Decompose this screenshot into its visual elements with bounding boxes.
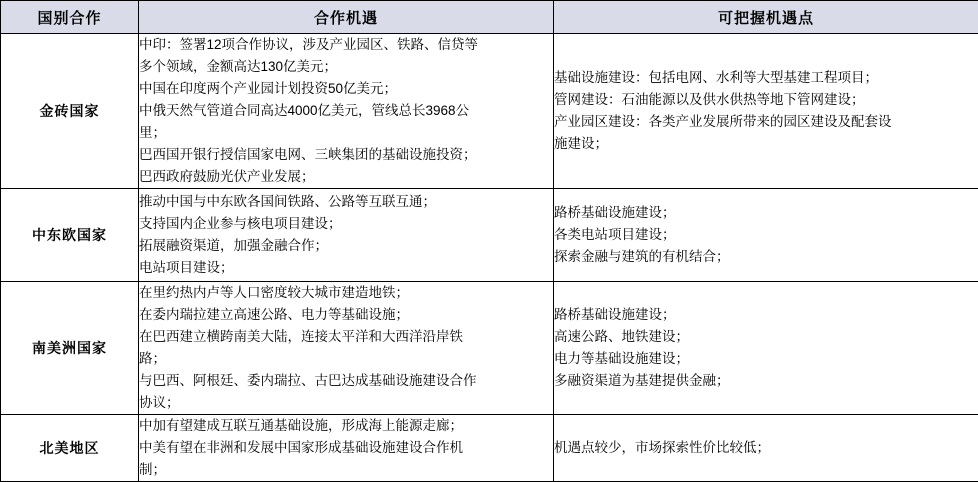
text-line: 施建设； bbox=[554, 133, 978, 155]
table-body bbox=[1, 34, 978, 482]
row-header-region: 金砖国家 bbox=[1, 34, 139, 189]
text-line: 基础设施建设：包括电网、水利等大型基建工程项目； bbox=[554, 67, 978, 89]
table-row bbox=[1, 282, 978, 415]
text-line: 各类电站项目建设； bbox=[554, 224, 978, 246]
table-header-row bbox=[1, 1, 978, 34]
text-line: 管网建设：石油能源以及供水供热等地下管网建设； bbox=[554, 89, 978, 111]
text-line: 支持国内企业参与核电项目建设； bbox=[139, 213, 553, 235]
row-header-region: 北美地区 bbox=[1, 415, 139, 482]
cell-points bbox=[554, 282, 978, 415]
text-line: 路桥基础设施建设； bbox=[554, 202, 978, 224]
text-line: 推动中国与中东欧各国间铁路、公路等互联互通； bbox=[139, 191, 553, 213]
text-line: 高速公路、地铁建设； bbox=[554, 326, 978, 348]
text-line: 电力等基础设施建设； bbox=[554, 348, 978, 370]
text-line: 多融资渠道为基建提供金融； bbox=[554, 370, 978, 392]
column-header-points: 可把握机遇点 bbox=[554, 1, 978, 34]
text-line: 协议； bbox=[139, 392, 553, 414]
table-header bbox=[1, 1, 978, 34]
text-line: 在巴西建立横跨南美大陆，连接太平洋和大西洋沿岸铁 bbox=[139, 326, 553, 348]
cell-opportunities bbox=[139, 415, 554, 482]
text-line: 中俄天然气管道合同高达4000亿美元，管线总长3968公 bbox=[139, 100, 553, 122]
column-header-region: 国别合作 bbox=[1, 1, 139, 34]
table-row bbox=[1, 415, 978, 482]
cell-points bbox=[554, 34, 978, 189]
text-line: 在里约热内卢等人口密度较大城市建造地铁； bbox=[139, 282, 553, 304]
table-row bbox=[1, 34, 978, 189]
table-row bbox=[1, 189, 978, 282]
text-line: 中美有望在非洲和发展中国家形成基础设施建设合作机 bbox=[139, 437, 553, 459]
text-line: 制； bbox=[139, 459, 553, 481]
text-line: 巴西政府鼓励光伏产业发展； bbox=[139, 166, 553, 188]
text-line: 产业园区建设：各类产业发展所带来的园区建设及配套设 bbox=[554, 111, 978, 133]
row-header-region: 中东欧国家 bbox=[1, 189, 139, 282]
cell-opportunities bbox=[139, 189, 554, 282]
text-line: 机遇点较少，市场探索性价比较低； bbox=[554, 437, 978, 459]
column-header-opportunities: 合作机遇 bbox=[139, 1, 554, 34]
text-line: 与巴西、阿根廷、委内瑞拉、古巴达成基础设施建设合作 bbox=[139, 370, 553, 392]
cell-opportunities bbox=[139, 34, 554, 189]
row-header-region: 南美洲国家 bbox=[1, 282, 139, 415]
text-line: 中国在印度两个产业园计划投资50亿美元； bbox=[139, 78, 553, 100]
cell-opportunities bbox=[139, 282, 554, 415]
cell-points bbox=[554, 415, 978, 482]
text-line: 多个领域，金额高达130亿美元； bbox=[139, 56, 553, 78]
text-line: 路； bbox=[139, 348, 553, 370]
text-line: 中印：签署12项合作协议，涉及产业园区、铁路、信贷等 bbox=[139, 34, 553, 56]
text-line: 里； bbox=[139, 122, 553, 144]
text-line: 巴西国开银行授信国家电网、三峡集团的基础设施投资； bbox=[139, 144, 553, 166]
text-line: 路桥基础设施建设； bbox=[554, 304, 978, 326]
text-line: 中加有望建成互联互通基础设施，形成海上能源走廊； bbox=[139, 415, 553, 437]
text-line: 电站项目建设； bbox=[139, 257, 553, 279]
text-line: 探索金融与建筑的有机结合； bbox=[554, 246, 978, 268]
text-line: 拓展融资渠道，加强金融合作； bbox=[139, 235, 553, 257]
cell-points bbox=[554, 189, 978, 282]
text-line: 在委内瑞拉建立高速公路、电力等基础设施； bbox=[139, 304, 553, 326]
